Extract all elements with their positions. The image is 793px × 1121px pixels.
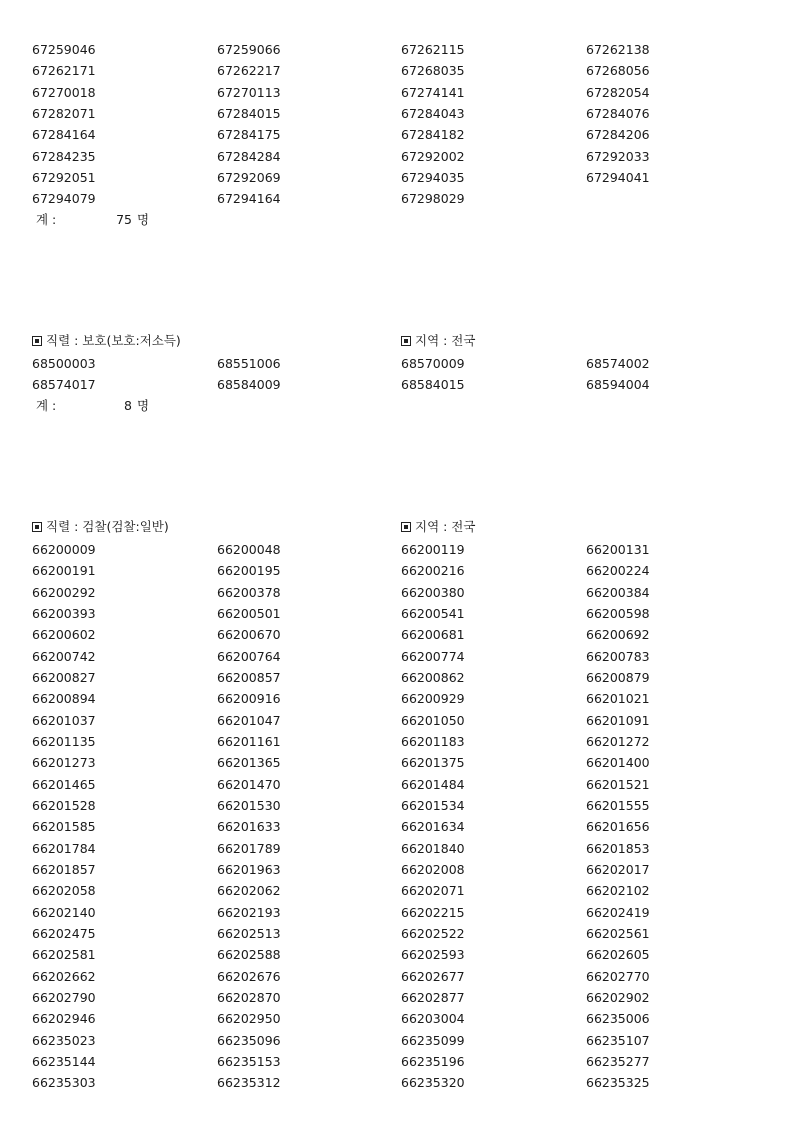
section-header: [0, 329, 793, 353]
exam-number: 66201784: [32, 840, 96, 856]
exam-number: 66200541: [401, 605, 465, 621]
total-count: 8: [124, 397, 132, 413]
exam-number: 66201272: [586, 733, 650, 749]
exam-number: 66202513: [217, 925, 281, 941]
exam-number: 66201789: [217, 840, 281, 856]
boxed-square-icon: [401, 522, 411, 532]
exam-number: 67284175: [217, 127, 281, 143]
exam-number: 67259066: [217, 42, 281, 57]
section-continued-list: [0, 39, 793, 230]
total-label: 계 :: [36, 211, 57, 227]
exam-number: 66202877: [401, 989, 465, 1005]
exam-number: 67284182: [401, 127, 465, 143]
region-heading: [401, 515, 475, 539]
table-row: [0, 82, 793, 103]
exam-number: 68551006: [217, 356, 281, 371]
exam-number: 66201135: [32, 733, 96, 749]
exam-number: 66202870: [217, 989, 281, 1005]
exam-number: 66203004: [401, 1011, 465, 1027]
table-row: [0, 539, 793, 560]
exam-number: 68584015: [401, 377, 465, 393]
table-row: [0, 795, 793, 816]
exam-number: 66202950: [217, 1011, 281, 1027]
exam-number: 67262217: [217, 63, 281, 79]
region-label: 지역 : 전국: [415, 519, 476, 534]
exam-number: 67268056: [586, 63, 650, 79]
table-row: [0, 646, 793, 667]
exam-number: 66201021: [586, 691, 650, 707]
total-count: 75: [116, 211, 132, 227]
exam-number: 66235196: [401, 1053, 465, 1069]
exam-number: 66202058: [32, 883, 96, 899]
table-row: [0, 688, 793, 709]
exam-number: 68594004: [586, 377, 650, 393]
table-row: [0, 124, 793, 145]
exam-number: 66200862: [401, 669, 465, 685]
table-row: [0, 624, 793, 645]
table-row: [0, 838, 793, 859]
exam-number: 66201528: [32, 797, 96, 813]
exam-number: 66202102: [586, 883, 650, 899]
table-row: [0, 667, 793, 688]
exam-number: 66200670: [217, 627, 281, 643]
series-heading: [32, 329, 181, 353]
exam-number: 66201161: [217, 733, 281, 749]
exam-number: 66235320: [401, 1075, 465, 1091]
exam-number: 68584009: [217, 377, 281, 393]
exam-number: 66201634: [401, 819, 465, 835]
section-prosecution: [0, 515, 793, 1094]
exam-number: 68570009: [401, 356, 465, 371]
table-row: [0, 859, 793, 880]
exam-number: 66202593: [401, 947, 465, 963]
exam-number: 66202071: [401, 883, 465, 899]
exam-number: 66200501: [217, 605, 281, 621]
exam-number: 66202561: [586, 925, 650, 941]
exam-number: 67298029: [401, 191, 465, 207]
table-row: [0, 774, 793, 795]
exam-number: 66201530: [217, 797, 281, 813]
table-row: [0, 146, 793, 167]
exam-number: 66201840: [401, 840, 465, 856]
section-total: [0, 210, 793, 230]
total-unit: 명: [137, 397, 150, 413]
exam-number: 67284015: [217, 105, 281, 121]
region-label: 지역 : 전국: [415, 333, 476, 348]
exam-number: 67270018: [32, 84, 96, 100]
exam-number: 67284235: [32, 148, 96, 164]
exam-number: 66201484: [401, 776, 465, 792]
exam-number: 66202677: [401, 968, 465, 984]
exam-number: 67284284: [217, 148, 281, 164]
table-row: [0, 987, 793, 1008]
table-row: [0, 167, 793, 188]
exam-number: 66202946: [32, 1011, 96, 1027]
exam-number: 66235099: [401, 1032, 465, 1048]
exam-number: 66201963: [217, 861, 281, 877]
exam-number: 66201633: [217, 819, 281, 835]
total-label: 계 :: [36, 397, 57, 413]
table-row: [0, 923, 793, 944]
exam-number: 66202770: [586, 968, 650, 984]
exam-number: 66202662: [32, 968, 96, 984]
table-row: [0, 60, 793, 81]
exam-number: 66200929: [401, 691, 465, 707]
exam-number: 66200216: [401, 563, 465, 579]
exam-number: 66200827: [32, 669, 96, 685]
exam-number: 67270113: [217, 84, 281, 100]
exam-number: 66200131: [586, 542, 650, 557]
exam-number: 66235096: [217, 1032, 281, 1048]
exam-number: 66235312: [217, 1075, 281, 1091]
boxed-square-icon: [32, 336, 42, 346]
exam-number: 66201183: [401, 733, 465, 749]
exam-number: 67262115: [401, 42, 465, 57]
table-row: [0, 944, 793, 965]
table-row: [0, 966, 793, 987]
table-row: [0, 39, 793, 60]
exam-number: 66235023: [32, 1032, 96, 1048]
exam-number: 66202140: [32, 904, 96, 920]
exam-number: 66235107: [586, 1032, 650, 1048]
exam-number: 66200894: [32, 691, 96, 707]
exam-number: 66235006: [586, 1011, 650, 1027]
exam-number: 67284043: [401, 105, 465, 121]
number-grid: [0, 39, 793, 210]
exam-number: 66235153: [217, 1053, 281, 1069]
exam-number: 66202062: [217, 883, 281, 899]
number-grid: [0, 353, 793, 396]
exam-number: 66201037: [32, 712, 96, 728]
exam-number: 66235325: [586, 1075, 650, 1091]
exam-number: 66200742: [32, 648, 96, 664]
region-heading: [401, 329, 475, 353]
exam-number: 66200384: [586, 584, 650, 600]
series-label: 직렬 : 보호(보호:저소득): [46, 333, 181, 348]
exam-number: 67292033: [586, 148, 650, 164]
exam-number: 66200681: [401, 627, 465, 643]
series-heading: [32, 515, 169, 539]
table-row: [0, 752, 793, 773]
exam-number: 66200598: [586, 605, 650, 621]
exam-number: 66201050: [401, 712, 465, 728]
exam-number: 68500003: [32, 356, 96, 371]
exam-number: 68574002: [586, 356, 650, 371]
exam-number: 67294041: [586, 169, 650, 185]
exam-number: 66235303: [32, 1075, 96, 1091]
exam-number: 66202475: [32, 925, 96, 941]
exam-number: 67294079: [32, 191, 96, 207]
exam-number: 66202522: [401, 925, 465, 941]
table-row: [0, 880, 793, 901]
exam-number: 66201521: [586, 776, 650, 792]
exam-number: 67284164: [32, 127, 96, 143]
exam-number: 66201534: [401, 797, 465, 813]
exam-number: 66200380: [401, 584, 465, 600]
exam-number: 66200119: [401, 542, 465, 557]
exam-number: 66201273: [32, 755, 96, 771]
section-total: [0, 396, 793, 416]
exam-number: 67292002: [401, 148, 465, 164]
exam-number: 67262171: [32, 63, 96, 79]
exam-number: 67294035: [401, 169, 465, 185]
exam-number: 66235277: [586, 1053, 650, 1069]
section-header: [0, 515, 793, 539]
section-protection: [0, 329, 793, 416]
table-row: [0, 1051, 793, 1072]
exam-number: 66200292: [32, 584, 96, 600]
exam-number: 66235144: [32, 1053, 96, 1069]
exam-number: 66200764: [217, 648, 281, 664]
exam-number: 67262138: [586, 42, 650, 57]
exam-number: 66201470: [217, 776, 281, 792]
exam-number: 66201853: [586, 840, 650, 856]
exam-number: 66200393: [32, 605, 96, 621]
exam-number: 67284206: [586, 127, 650, 143]
exam-number: 67292051: [32, 169, 96, 185]
exam-number: 66201585: [32, 819, 96, 835]
table-row: [0, 188, 793, 209]
exam-number: 66201400: [586, 755, 650, 771]
exam-number: 67268035: [401, 63, 465, 79]
exam-number: 66200048: [217, 542, 281, 557]
exam-number: 66201047: [217, 712, 281, 728]
exam-number: 66200009: [32, 542, 96, 557]
exam-number: 66200783: [586, 648, 650, 664]
table-row: [0, 902, 793, 923]
table-row: [0, 103, 793, 124]
exam-number: 66201375: [401, 755, 465, 771]
exam-number: 67284076: [586, 105, 650, 121]
exam-number: 66201465: [32, 776, 96, 792]
table-row: [0, 731, 793, 752]
exam-number: 66200195: [217, 563, 281, 579]
exam-number: 66202605: [586, 947, 650, 963]
table-row: [0, 603, 793, 624]
table-row: [0, 816, 793, 837]
exam-number: 66200879: [586, 669, 650, 685]
exam-number: 66200191: [32, 563, 96, 579]
series-label: 직렬 : 검찰(검찰:일반): [46, 519, 169, 534]
exam-number: 66202676: [217, 968, 281, 984]
exam-number: 67282054: [586, 84, 650, 100]
exam-number: 66202419: [586, 904, 650, 920]
exam-number: 66202215: [401, 904, 465, 920]
exam-number: 66200378: [217, 584, 281, 600]
exam-number: 66201091: [586, 712, 650, 728]
exam-number: 68574017: [32, 377, 96, 393]
exam-number: 67259046: [32, 42, 96, 57]
exam-number: 66202193: [217, 904, 281, 920]
exam-number: 66200774: [401, 648, 465, 664]
table-row: [0, 1030, 793, 1051]
exam-number: 66202790: [32, 989, 96, 1005]
total-unit: 명: [137, 211, 150, 227]
exam-number: 66201656: [586, 819, 650, 835]
exam-number: 66202017: [586, 861, 650, 877]
exam-number: 66201555: [586, 797, 650, 813]
exam-number: 66202581: [32, 947, 96, 963]
exam-number: 66201365: [217, 755, 281, 771]
exam-number: 66202902: [586, 989, 650, 1005]
boxed-square-icon: [32, 522, 42, 532]
exam-number: 66200602: [32, 627, 96, 643]
exam-number: 67292069: [217, 169, 281, 185]
exam-number: 66200692: [586, 627, 650, 643]
table-row: [0, 374, 793, 395]
table-row: [0, 353, 793, 374]
exam-number: 66200224: [586, 563, 650, 579]
exam-number: 66201857: [32, 861, 96, 877]
boxed-square-icon: [401, 336, 411, 346]
exam-number: 67294164: [217, 191, 281, 207]
table-row: [0, 710, 793, 731]
exam-number: 67274141: [401, 84, 465, 100]
table-row: [0, 560, 793, 581]
exam-number: 67282071: [32, 105, 96, 121]
exam-number: 66200857: [217, 669, 281, 685]
table-row: [0, 1008, 793, 1029]
number-grid: [0, 539, 793, 1094]
exam-number: 66202008: [401, 861, 465, 877]
exam-number: 66202588: [217, 947, 281, 963]
table-row: [0, 582, 793, 603]
exam-number: 66200916: [217, 691, 281, 707]
table-row: [0, 1072, 793, 1093]
